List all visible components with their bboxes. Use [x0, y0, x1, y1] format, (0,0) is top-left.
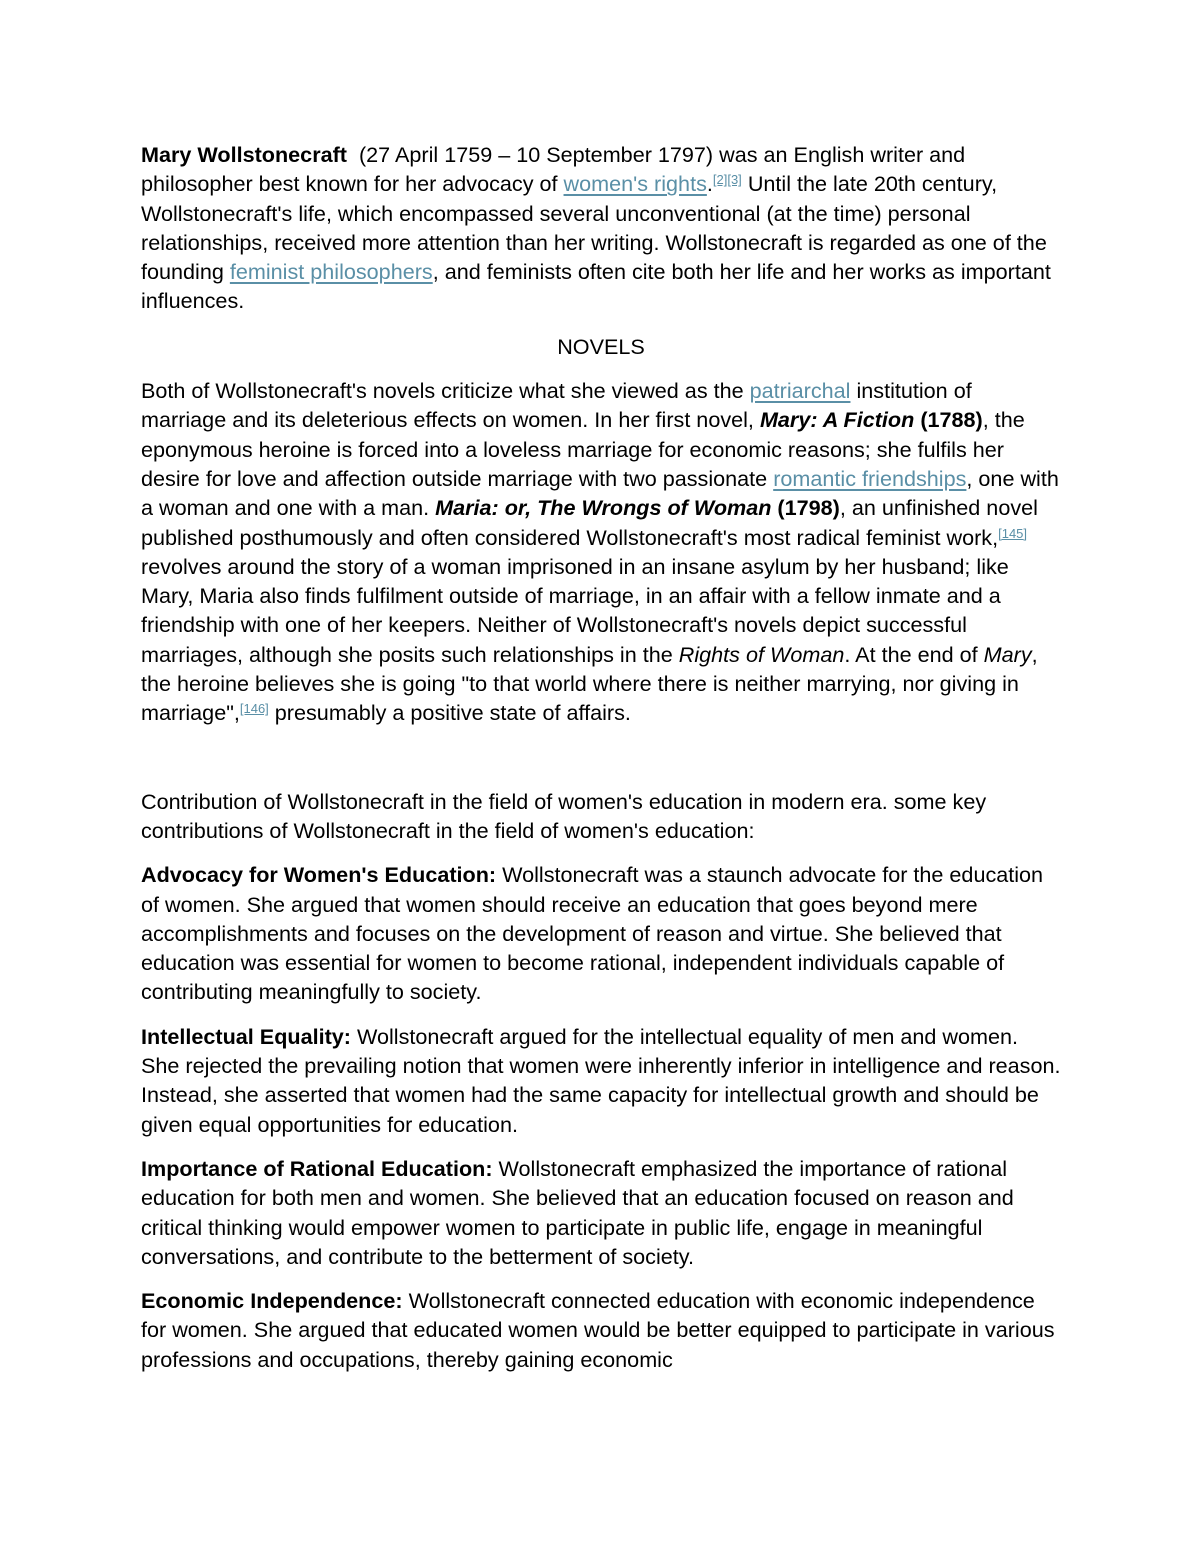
citation-3[interactable]: [727, 172, 741, 187]
novels-text-2: institution of marriage and its deleterious effects on women. In her first novel,: [141, 378, 972, 433]
novel-title-maria: Maria: or, The Wrongs of Woman: [435, 495, 772, 521]
novel-year-maria: (1798): [777, 495, 840, 521]
novels-text-5: , an unfinished novel published posthumously and often considered Wollstonecraft's most radical feminist work,: [141, 495, 1038, 550]
mary-title-ref: Mary: [983, 641, 1032, 667]
citation-145-link[interactable]: [145]: [998, 525, 1028, 541]
intro-text-2: .: [706, 171, 713, 197]
contribution-text: Wollstonecraft connected education with economic independence for women. She argued that educated women would be better equipped to participate in various professions and occupations, thereby gaining economic: [141, 1288, 1055, 1372]
contribution-label: Importance of Rational Education:: [141, 1155, 493, 1181]
contribution-intro: Contribution of Wollstonecraft in the field of women's education in modern era. some key contributions of Wollstonecraft in the field of women's education:: [141, 788, 987, 843]
novels-text-9: presumably a positive state of affairs.: [274, 700, 631, 726]
novel-title-mary: Mary: A Fiction: [759, 407, 915, 433]
rights-of-woman-title: Rights of Woman: [678, 641, 845, 667]
novels-text-6: revolves around the story of a woman imprisoned in an insane asylum by her husband; like Mary, Maria also finds fulfilment outside of marriage, in an affair with a fellow inmate and a friendship with one of her keepers. Neither of Wollstonecraft's novels depict successful marriages, although she posits such relationships in the: [141, 553, 1009, 667]
novel-year-mary: (1788): [920, 407, 983, 433]
contribution-label: Intellectual Equality:: [141, 1023, 351, 1049]
contribution-label: Advocacy for Women's Education:: [141, 862, 497, 888]
citation-2[interactable]: [713, 172, 727, 187]
citation-3-link[interactable]: [3]: [727, 172, 742, 188]
novels-text-4: , one with a woman and one with a man.: [141, 465, 1059, 521]
novels-text-1: Both of Wollstonecraft's novels criticize what she viewed as the: [141, 378, 744, 404]
contribution-item: [141, 860, 1061, 1006]
contribution-item: [141, 1286, 1061, 1374]
romantic-friendships-link[interactable]: romantic friendships: [773, 465, 967, 491]
intro-text-3: Until the late 20th century, Wollstonecraft's life, which encompassed several unconventional (at the time) personal relationships, received more attention than her writing. Wollstonecraft is regarded as one of the founding: [141, 171, 1047, 285]
contribution-text: Wollstonecraft argued for the intellectual equality of men and women. She rejected the prevailing notion that women were inherently inferior in intelligence and reason. Instead, she asserted that women had the same capacity for intellectual growth and should be given equal opportunities for education.: [141, 1023, 1061, 1137]
contribution-item: [141, 1022, 1061, 1139]
citation-146-link[interactable]: [146]: [239, 701, 269, 717]
novels-text-8: , the heroine believes she is going "to that world where there is neither marrying, nor giving in marriage",: [141, 641, 1038, 726]
intro-paragraph: [141, 140, 1061, 316]
novels-paragraph: [141, 376, 1061, 728]
novels-heading: NOVELS: [557, 333, 645, 359]
document-page: [141, 140, 1061, 1374]
intro-text-1: (27 April 1759 – 10 September 1797) was an English writer and philosopher best known for her advocacy of: [141, 142, 966, 197]
feminist-philosophers-link[interactable]: feminist philosophers: [229, 259, 433, 285]
intro-text-4: , and feminists often cite both her life and her works as important influences.: [141, 259, 1051, 314]
novels-text-7: . At the end of: [844, 641, 978, 667]
subject-name: Mary Wollstonecraft: [141, 142, 347, 167]
patriarchal-link[interactable]: patriarchal: [749, 378, 851, 404]
citation-146[interactable]: [240, 701, 269, 716]
contribution-text: Wollstonecraft emphasized the importance of rational education for both men and women. She believed that an education focused on reason and critical thinking would empower women to participate in public life, engage in meaningful conversations, and contribute to the betterment of society.: [141, 1155, 1014, 1269]
citation-145[interactable]: [998, 526, 1027, 541]
womens-rights-link[interactable]: women's rights: [563, 171, 707, 197]
citation-2-link[interactable]: [2]: [712, 172, 728, 188]
contribution-item: [141, 1154, 1061, 1271]
contribution-label: Economic Independence:: [141, 1288, 403, 1314]
contribution-text: Wollstonecraft was a staunch advocate for the education of women. She argued that women should receive an education that goes beyond mere accomplishments and focuses on the development of reason and virtue. She believed that education was essential for women to become rational, independent individuals capable of contributing meaningfully to society.: [141, 862, 1044, 1005]
novels-text-3: , the eponymous heroine is forced into a loveless marriage for economic reasons; she fulfils her desire for love and affection outside marriage with two passionate: [141, 407, 1025, 491]
